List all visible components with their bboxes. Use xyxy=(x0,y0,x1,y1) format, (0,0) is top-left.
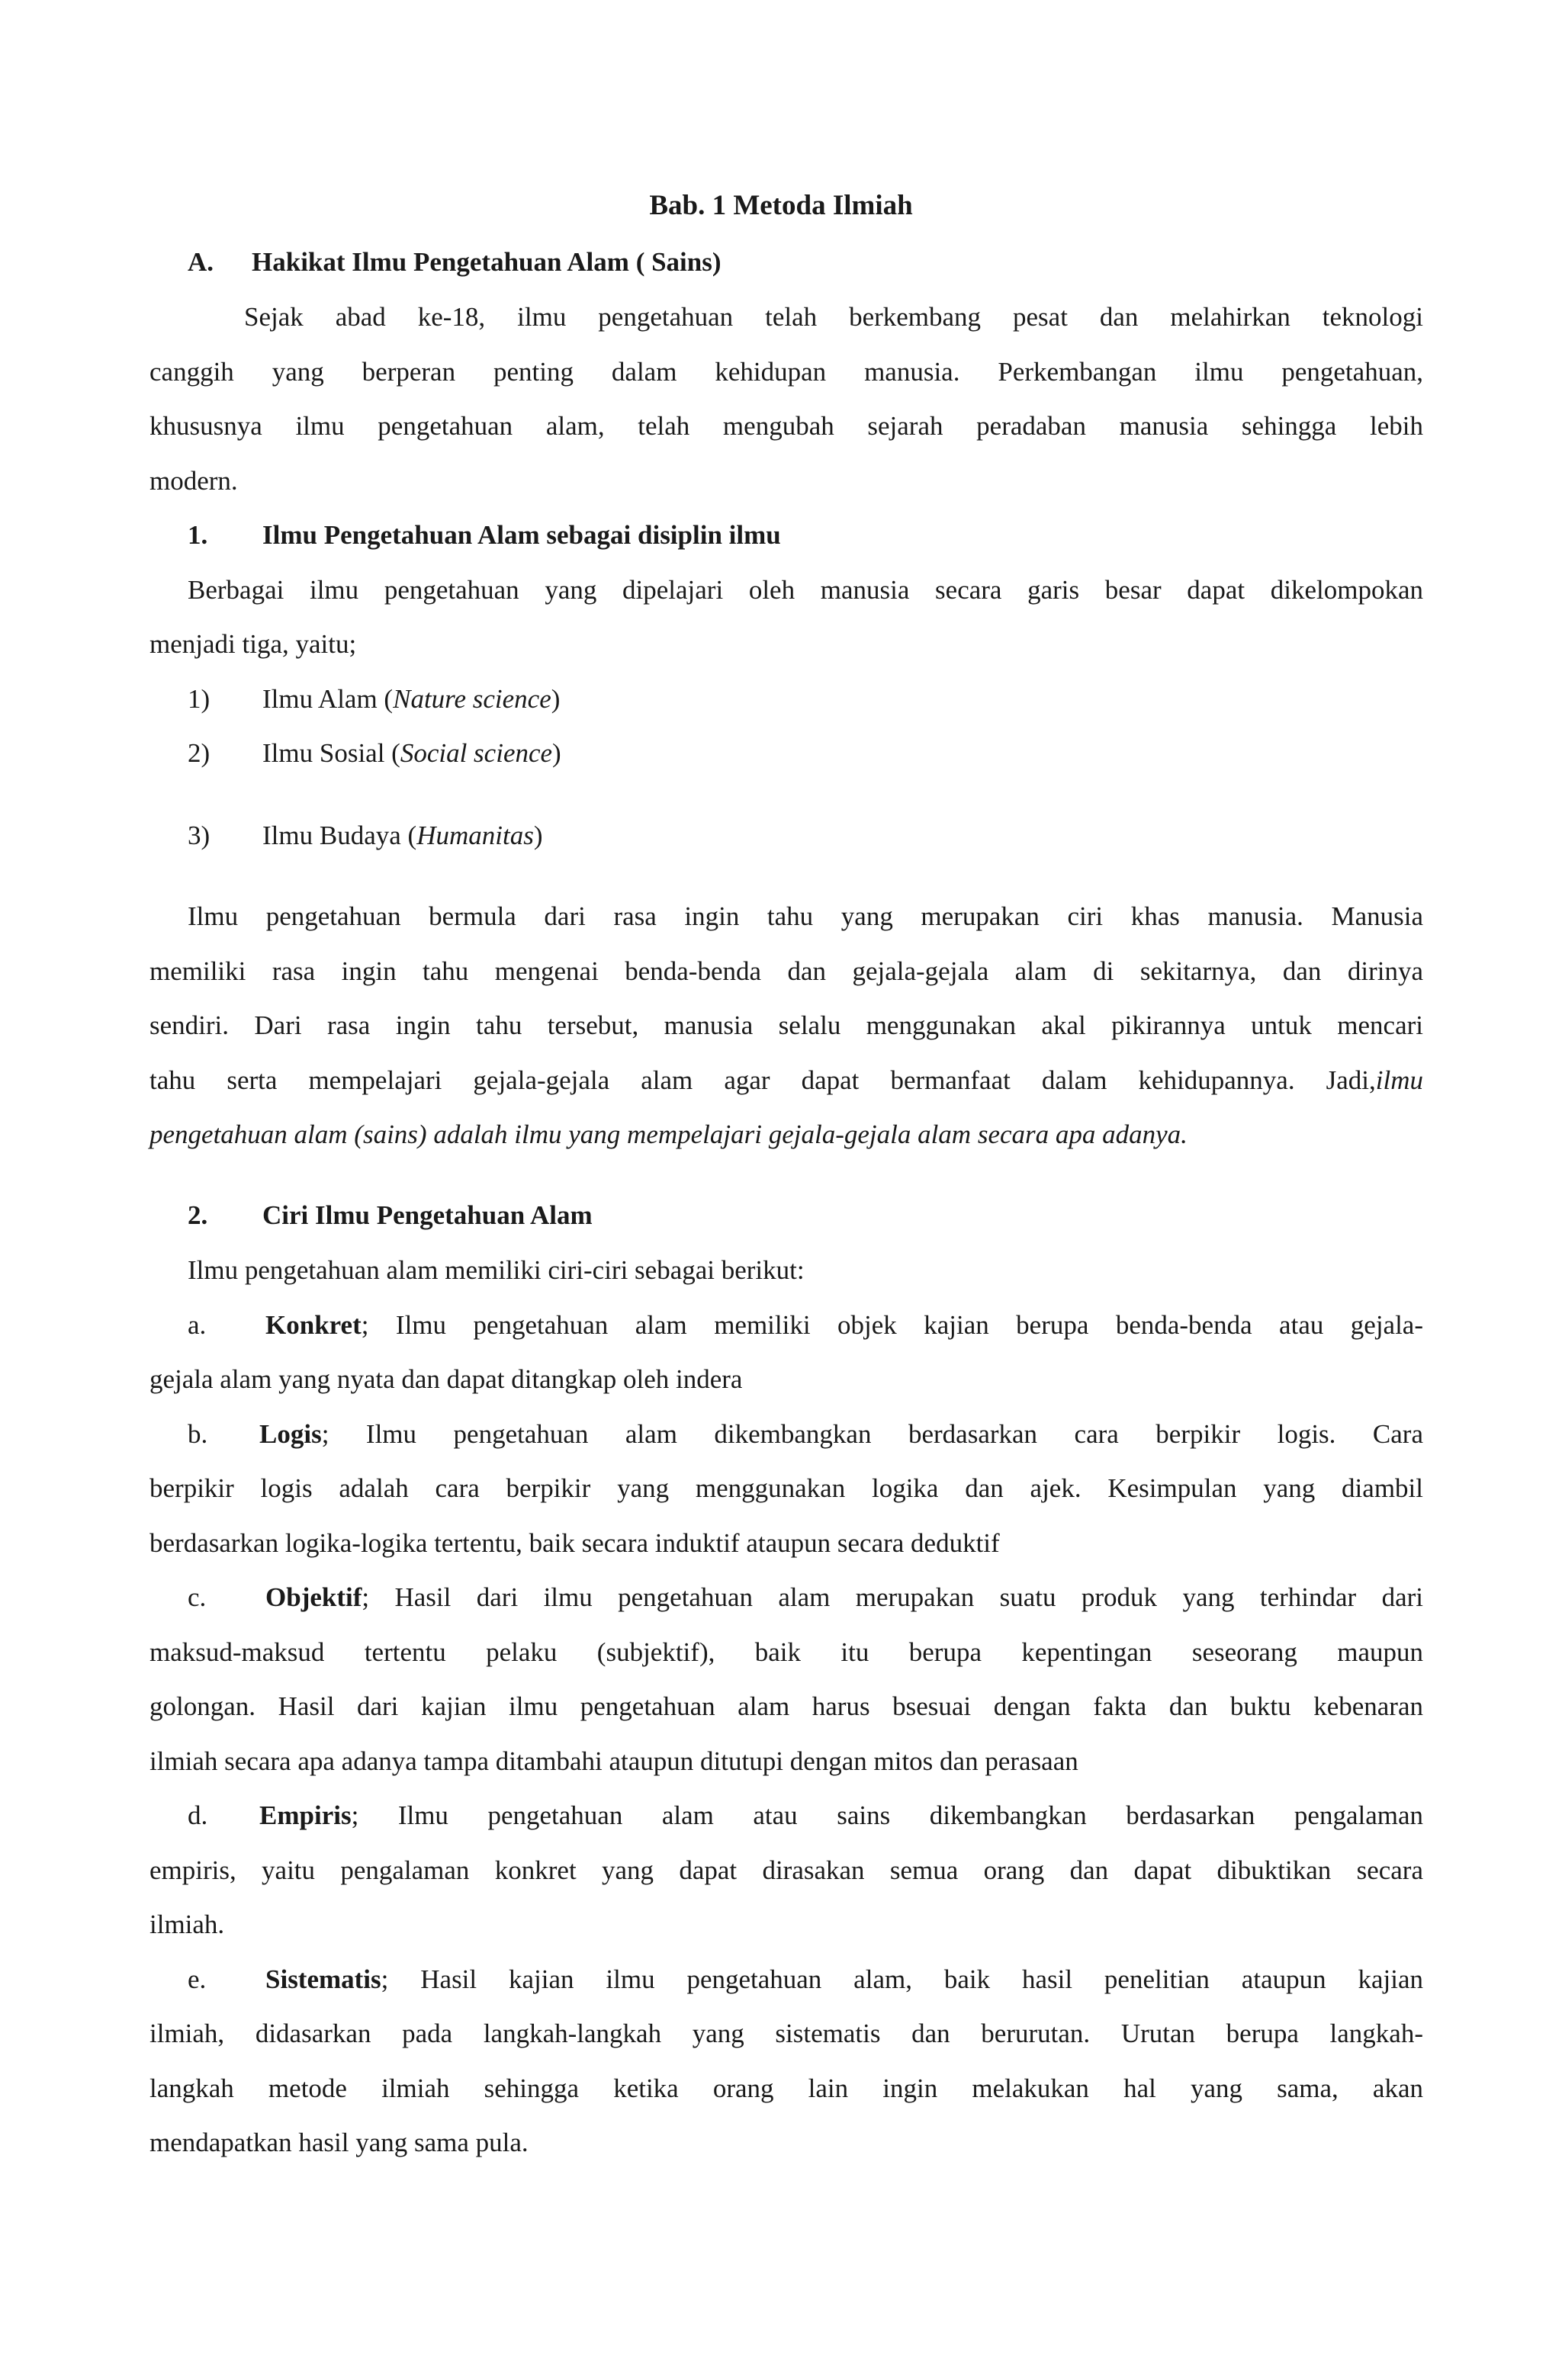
subsection-1-marker: 1. xyxy=(188,520,208,550)
item-first-line: Objektif; Hasil dari ilmu pengetahuan alam merupakan suatu produk yang terhindar dari xyxy=(265,1582,1423,1612)
item-line: ilmiah secara apa adanya tampa ditambahi ataupun ditutupi dengan mitos dan perasaan xyxy=(149,1746,1078,1776)
item-line: ilmiah, didasarkan pada langkah-langkah yang sistematis dan berurutan. Urutan berupa langkah- xyxy=(149,2019,1423,2048)
subsection-1-intro-line: Berbagai ilmu pengetahuan yang dipelajari oleh manusia secara garis besar dapat dikelompokan xyxy=(188,575,1423,605)
list-item-number: 2) xyxy=(188,738,211,768)
list-item: Ilmu Alam (Nature science) xyxy=(262,684,561,714)
item-line: gejala alam yang nyata dan dapat ditangkap oleh indera xyxy=(149,1364,743,1394)
item-letter: c. xyxy=(188,1582,207,1612)
list-item: Ilmu Sosial (Social science) xyxy=(262,738,561,768)
item-first-line: Sistematis; Hasil kajian ilmu pengetahuan alam, baik hasil penelitian ataupun kajian xyxy=(265,1964,1423,1994)
item-letter: e. xyxy=(188,1964,207,1994)
item-line: berpikir logis adalah cara berpikir yang menggunakan logika dan ajek. Kesimpulan yang diambil xyxy=(149,1473,1423,1503)
item-line: mendapatkan hasil yang sama pula. xyxy=(149,2128,529,2157)
paragraph-line: pengetahuan alam (sains) adalah ilmu yang mempelajari gejala-gejala alam secara apa adanya. xyxy=(149,1119,1188,1149)
section-a-intro-line: khususnya ilmu pengetahuan alam, telah mengubah sejarah peradaban manusia sehingga lebih xyxy=(149,411,1423,441)
subsection-2-intro: Ilmu pengetahuan alam memiliki ciri-ciri sebagai berikut: xyxy=(188,1255,805,1285)
section-a-heading: Hakikat Ilmu Pengetahuan Alam ( Sains) xyxy=(252,247,722,277)
item-line: ilmiah. xyxy=(149,1909,225,1939)
chapter-title: Bab. 1 Metoda Ilmiah xyxy=(649,190,913,221)
paragraph-line: tahu serta mempelajari gejala-gejala alam agar dapat bermanfaat dalam kehidupannya. Jadi,ilmu xyxy=(149,1065,1423,1095)
item-first-line: Logis; Ilmu pengetahuan alam dikembangkan berdasarkan cara berpikir logis. Cara xyxy=(259,1419,1423,1449)
item-first-line: Empiris; Ilmu pengetahuan alam atau sains dikembangkan berdasarkan pengalaman xyxy=(259,1800,1423,1830)
item-letter: a. xyxy=(188,1310,207,1340)
list-item: Ilmu Budaya (Humanitas) xyxy=(262,821,543,850)
subsection-2-heading: Ciri Ilmu Pengetahuan Alam xyxy=(262,1200,593,1230)
item-line: empiris, yaitu pengalaman konkret yang dapat dirasakan semua orang dan dapat dibuktikan secara xyxy=(149,1855,1423,1885)
item-line: berdasarkan logika-logika tertentu, baik secara induktif ataupun secara deduktif xyxy=(149,1528,1000,1558)
item-line: langkah metode ilmiah sehingga ketika orang lain ingin melakukan hal yang sama, akan xyxy=(149,2073,1423,2103)
paragraph-line: sendiri. Dari rasa ingin tahu tersebut, manusia selalu menggunakan akal pikirannya untuk mencari xyxy=(149,1010,1423,1040)
subsection-1-heading: Ilmu Pengetahuan Alam sebagai disiplin ilmu xyxy=(262,520,781,550)
subsection-2-marker: 2. xyxy=(188,1200,208,1230)
list-item-number: 3) xyxy=(188,821,211,850)
section-a-marker: A. xyxy=(188,247,214,277)
section-a-intro-line: canggih yang berperan penting dalam kehidupan manusia. Perkembangan ilmu pengetahuan, xyxy=(149,357,1423,387)
paragraph-line: Ilmu pengetahuan bermula dari rasa ingin tahu yang merupakan ciri khas manusia. Manusia xyxy=(188,901,1423,931)
item-line: golongan. Hasil dari kajian ilmu pengetahuan alam harus bsesuai dengan fakta dan buktu kebenaran xyxy=(149,1691,1423,1721)
item-letter: b. xyxy=(188,1419,208,1449)
section-a-intro-line: modern. xyxy=(149,466,238,496)
list-item-number: 1) xyxy=(188,684,211,714)
subsection-1-intro-line: menjadi tiga, yaitu; xyxy=(149,629,357,659)
section-a-intro-line: Sejak abad ke-18, ilmu pengetahuan telah berkembang pesat dan melahirkan teknologi xyxy=(244,302,1423,332)
item-line: maksud-maksud tertentu pelaku (subjektif), baik itu berupa kepentingan seseorang maupun xyxy=(149,1637,1423,1667)
item-letter: d. xyxy=(188,1800,208,1830)
item-first-line: Konkret; Ilmu pengetahuan alam memiliki objek kajian berupa benda-benda atau gejala- xyxy=(265,1310,1423,1340)
paragraph-line: memiliki rasa ingin tahu mengenai benda-benda dan gejala-gejala alam di sekitarnya, dan dirinya xyxy=(149,956,1423,986)
